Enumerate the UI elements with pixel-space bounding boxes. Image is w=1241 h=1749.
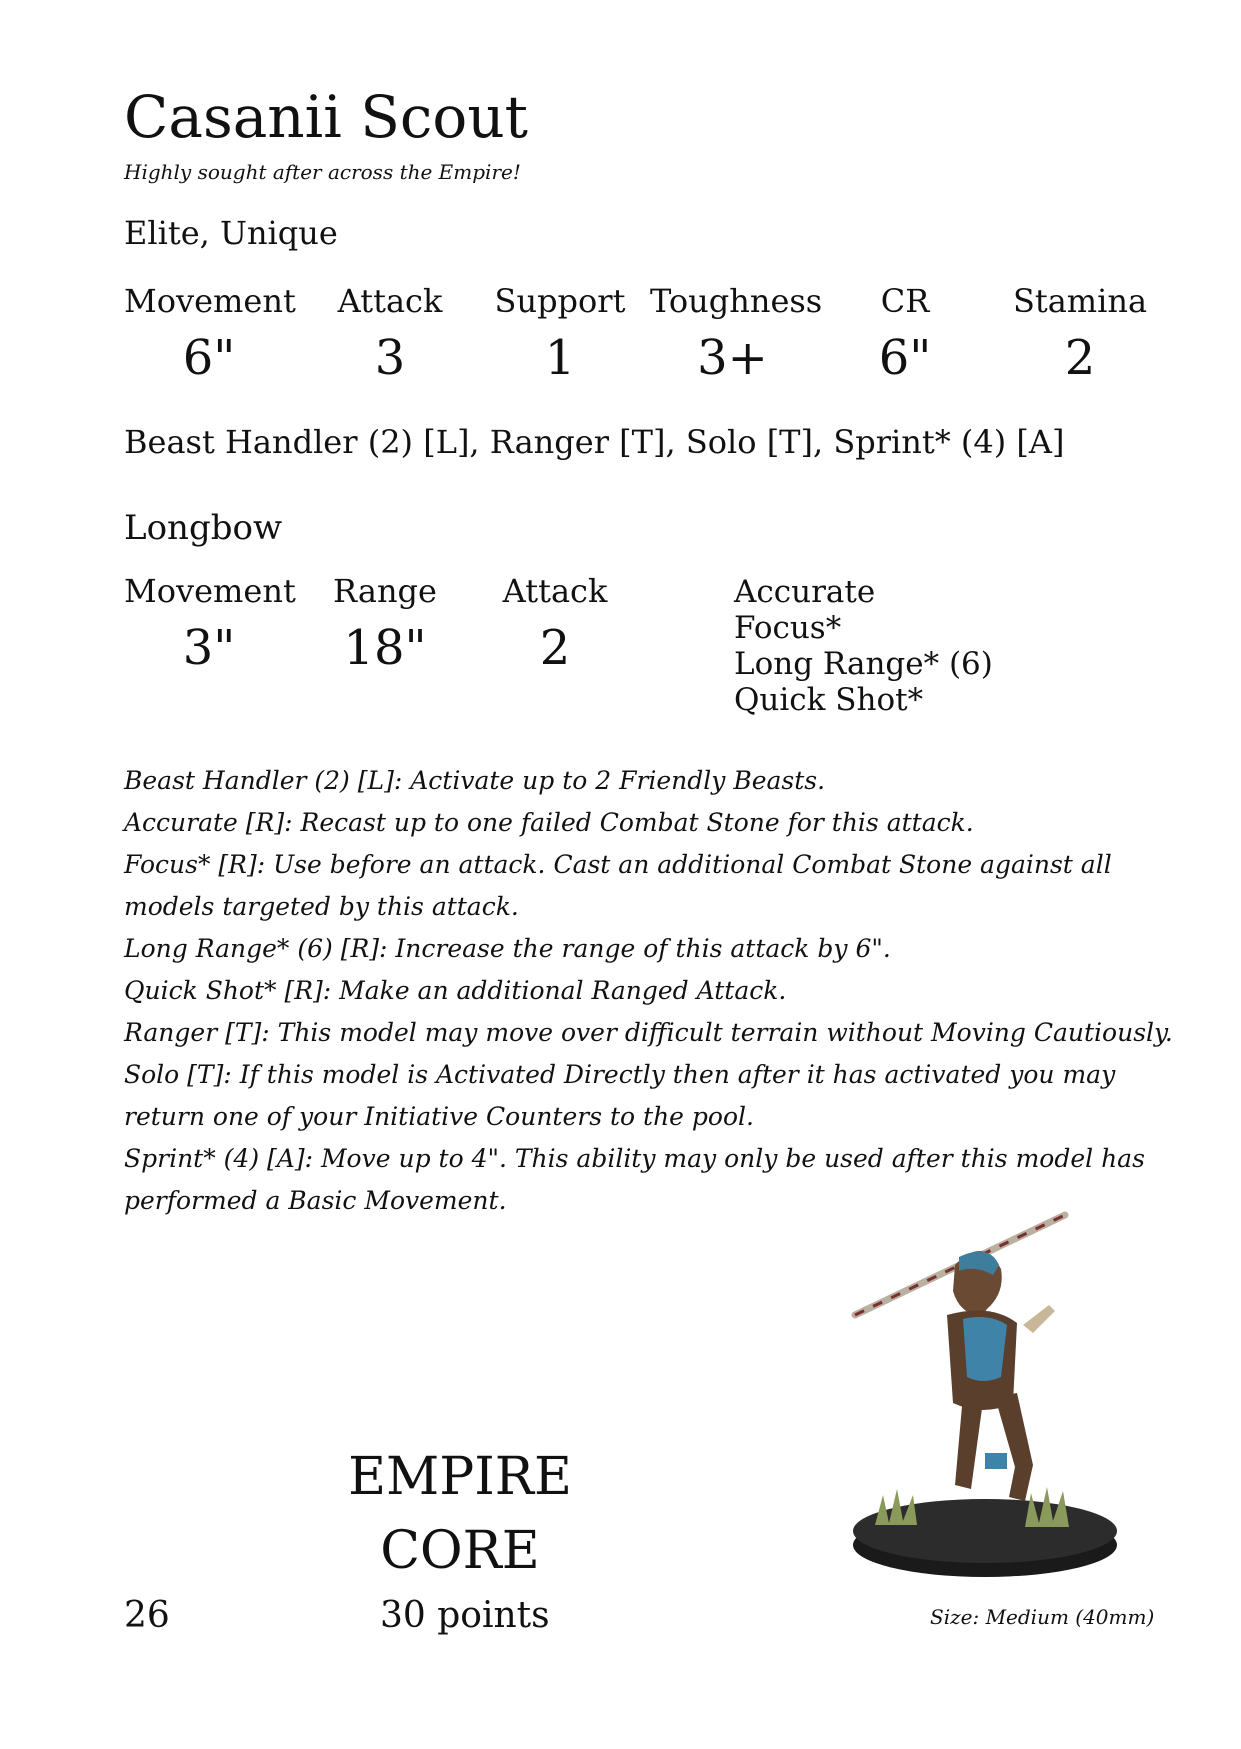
rule-line: Long Range* (6) [R]: Increase the range of this attack by 6".	[124, 934, 891, 963]
abilities-line: Beast Handler (2) [L], Ranger [T], Solo [T], Sprint* (4) [A]	[124, 423, 1065, 461]
keywords: Elite, Unique	[124, 214, 338, 252]
weapon-trait: Focus*	[734, 610, 842, 646]
subtitle: Highly sought after across the Empire!	[124, 160, 521, 184]
page-title: Casanii Scout	[124, 83, 528, 151]
stat-value-stamina: 2	[1064, 330, 1096, 386]
rule-line: Quick Shot* [R]: Make an additional Ranged Attack.	[124, 976, 787, 1005]
rule-line: models targeted by this attack.	[124, 892, 519, 921]
rule-line: Accurate [R]: Recast up to one failed Combat Stone for this attack.	[124, 808, 974, 837]
rule-line: Beast Handler (2) [L]: Activate up to 2 Friendly Beasts.	[124, 766, 826, 795]
stat-value-cr: 6"	[878, 330, 932, 386]
weapon-traits	[734, 574, 993, 718]
rule-line: return one of your Initiative Counters to the pool.	[124, 1102, 754, 1131]
weapon-trait: Accurate	[734, 574, 876, 610]
rule-line: Ranger [T]: This model may move over difficult terrain without Moving Cautiously.	[124, 1018, 1173, 1047]
weapon-stat-label-range: Range	[333, 572, 437, 610]
rule-line: Sprint* (4) [A]: Move up to 4". This ability may only be used after this model has	[124, 1144, 1145, 1173]
base-size: Size: Medium (40mm)	[930, 1605, 1155, 1629]
weapon-stat-value-range: 18"	[343, 620, 427, 676]
page-number: 26	[124, 1595, 170, 1636]
miniature-image	[835, 1205, 1125, 1589]
rules-text	[124, 760, 1173, 1222]
weapon-name: Longbow	[124, 508, 283, 548]
rule-line: Solo [T]: If this model is Activated Directly then after it has activated you may	[124, 1060, 1116, 1089]
weapon-trait: Long Range* (6)	[734, 646, 993, 682]
stat-value-support: 1	[544, 330, 576, 386]
stat-value-attack: 3	[374, 330, 406, 386]
stat-value-movement: 6"	[182, 330, 236, 386]
faction-line: EMPIRE	[348, 1447, 572, 1507]
weapon-stat-label-attack: Attack	[502, 572, 608, 610]
points-cost: 30 points	[380, 1595, 550, 1636]
weapon-stat-value-attack: 2	[539, 620, 571, 676]
stat-label-toughness: Toughness	[650, 282, 823, 320]
stat-label-movement: Movement	[124, 282, 296, 320]
weapon-trait: Quick Shot*	[734, 682, 924, 718]
faction-label	[330, 1440, 590, 1588]
weapon-stat-label-movement: Movement	[124, 572, 296, 610]
weapon-stat-value-movement: 3"	[182, 620, 236, 676]
stat-label-stamina: Stamina	[1012, 282, 1148, 320]
stat-label-cr: CR	[880, 282, 930, 320]
stat-label-attack: Attack	[337, 282, 443, 320]
rule-line: performed a Basic Movement.	[124, 1186, 507, 1215]
faction-line: CORE	[380, 1521, 540, 1581]
stat-label-support: Support	[494, 282, 626, 320]
stat-value-toughness: 3+	[697, 330, 768, 386]
rule-line: Focus* [R]: Use before an attack. Cast an additional Combat Stone against all	[124, 850, 1112, 879]
